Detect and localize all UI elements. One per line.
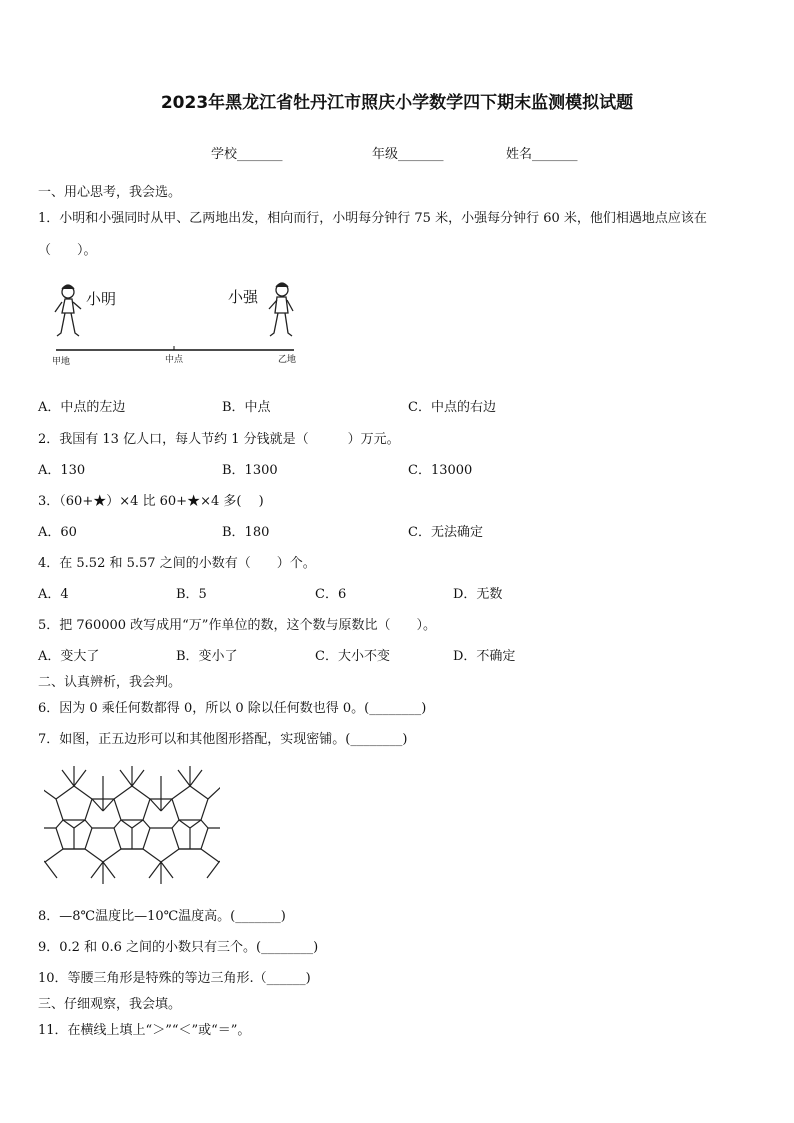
q5-option-a[interactable]: A．变大了	[38, 649, 100, 664]
school-field[interactable]: 学校_______	[211, 147, 283, 162]
section-3-heading: 三、仔细观察，我会填。	[38, 997, 182, 1012]
q4-text: 4．在 5.52 和 5.57 之间的小数有（ ）个。	[38, 556, 316, 571]
jia-label: 甲地	[52, 357, 71, 367]
q4-option-d[interactable]: D．无数	[453, 587, 503, 602]
q1-text-line1: 1．小明和小强同时从甲、乙两地出发，相向而行，小明每分钟行 75 米，小强每分钟行 60 米，他们相遇地点应该在	[38, 211, 707, 226]
q3-option-b[interactable]: B．180	[222, 525, 270, 540]
q3-text: 3．（60+★）×4 比 60+★×4 多( )	[38, 494, 264, 509]
q6-text: 6．因为 0 乘任何数都得 0，所以 0 除以任何数也得 0。(________)	[38, 701, 427, 716]
xiaoming-figure-icon	[55, 285, 81, 336]
yi-label: 乙地	[278, 355, 297, 365]
q2-option-a[interactable]: A．130	[38, 463, 86, 478]
pentagon-star-pattern-icon	[44, 766, 220, 884]
q5-text: 5．把 760000 改写成用“万”作单位的数，这个数与原数比（ ）。	[38, 618, 436, 633]
q1-walking-figure	[44, 278, 314, 370]
q1-option-b[interactable]: B．中点	[222, 400, 271, 415]
mid-label: 中点	[165, 355, 184, 365]
q11-text: 11．在横线上填上“＞”“＜”或“＝”。	[38, 1023, 251, 1038]
xiaoqiang-figure-icon	[269, 283, 293, 336]
q2-text: 2．我国有 13 亿人口，每人节约 1 分钱就是（ ）万元。	[38, 432, 400, 447]
q8-text: 8．—8℃温度比—10℃温度高。(_______)	[38, 909, 286, 924]
name-field[interactable]: 姓名_______	[506, 147, 578, 162]
q9-text: 9．0.2 和 0.6 之间的小数只有三个。(________)	[38, 940, 319, 955]
q4-option-b[interactable]: B．5	[176, 587, 207, 602]
q10-text: 10．等腰三角形是特殊的等边三角形.（______)	[38, 971, 311, 986]
grade-field[interactable]: 年级_______	[372, 147, 444, 162]
q5-option-c[interactable]: C．大小不变	[315, 649, 390, 664]
page-title: 2023年黑龙江省牡丹江市照庆小学数学四下期末监测模拟试题	[160, 93, 634, 113]
q1-option-c[interactable]: C．中点的右边	[408, 400, 496, 415]
q4-option-c[interactable]: C．6	[315, 587, 347, 602]
q7-text: 7．如图，正五边形可以和其他图形搭配，实现密铺。(________)	[38, 732, 408, 747]
q3-option-c[interactable]: C．无法确定	[408, 525, 483, 540]
pentagon-tiling-figure	[44, 766, 220, 884]
q2-option-b[interactable]: B．1300	[222, 463, 278, 478]
q5-option-b[interactable]: B．变小了	[176, 649, 238, 664]
q4-option-a[interactable]: A．4	[38, 587, 69, 602]
section-1-heading: 一、用心思考，我会选。	[38, 185, 182, 200]
q1-option-a[interactable]: A．中点的左边	[38, 400, 126, 415]
q5-option-d[interactable]: D．不确定	[453, 649, 516, 664]
section-2-heading: 二、认真辨析，我会判。	[38, 675, 182, 690]
q1-text-line2: （ ）。	[38, 243, 97, 258]
q2-option-c[interactable]: C．13000	[408, 463, 473, 478]
xiaoqiang-label: 小强	[228, 288, 259, 306]
q3-option-a[interactable]: A．60	[38, 525, 77, 540]
xiaoming-label: 小明	[86, 290, 117, 308]
